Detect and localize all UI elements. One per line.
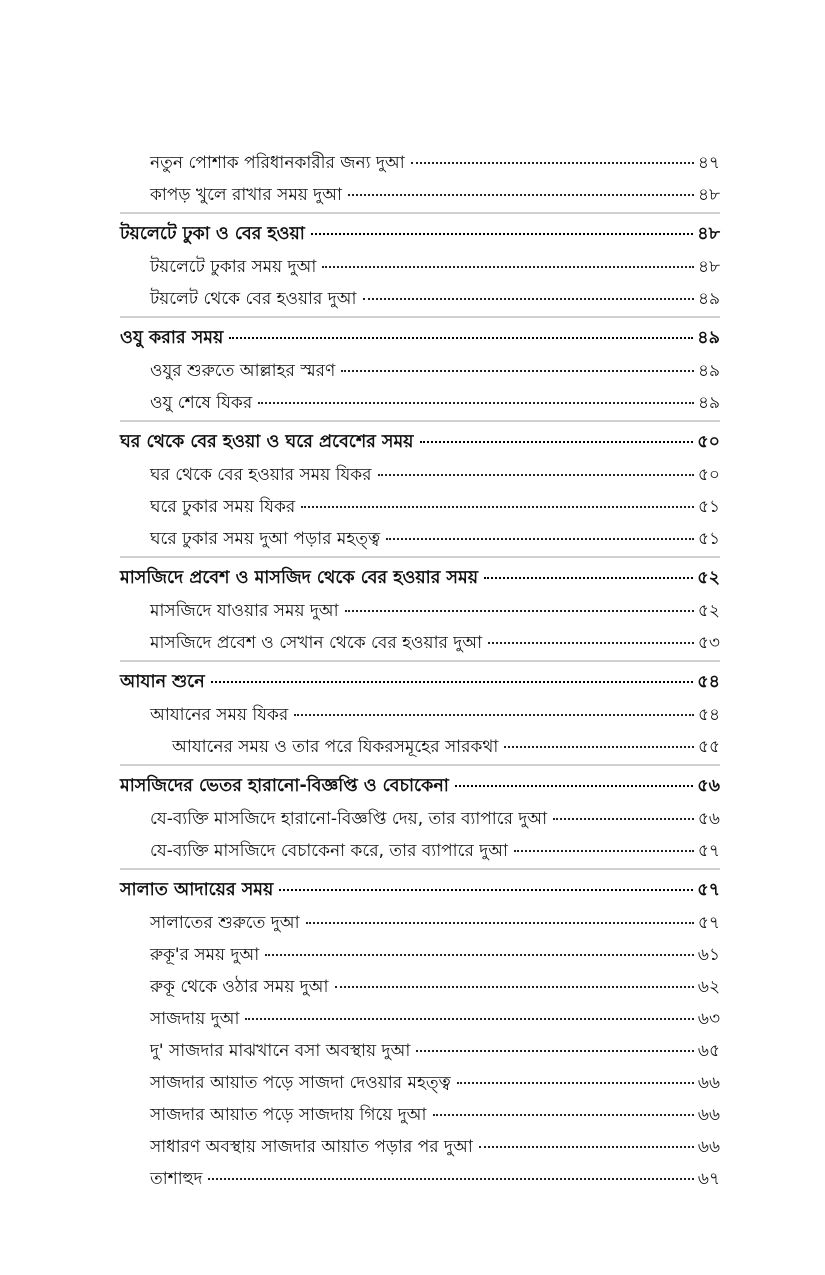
dot-leader — [301, 486, 694, 508]
dot-leader — [433, 1094, 694, 1116]
toc-entry-title: মাসজিদে প্রবেশ ও মাসজিদ থেকে বের হওয়ার সময় — [120, 568, 479, 588]
toc-entry-title: ঘরে ঢুকার সময় যিকর — [150, 497, 296, 518]
toc-entry — [120, 178, 720, 210]
toc-entry — [120, 834, 720, 866]
toc-entry-title: টয়লেট থেকে বের হওয়ার দুআ — [150, 289, 357, 310]
dot-leader — [416, 1030, 694, 1052]
toc-page-number: ৪৯ — [697, 361, 720, 382]
toc-entry-title: যে-ব্যক্তি মাসজিদে হারানো-বিজ্ঞপ্তি দেয়, তার ব্যাপারে দুআ — [150, 809, 548, 830]
toc-entry-title: আযান শুনে — [120, 672, 205, 692]
toc-entry — [120, 1162, 720, 1194]
toc-entry-title: ওযুর শুরুতে আল্লাহর স্মরণ — [150, 361, 336, 382]
toc-entry-title: মাসজিদে প্রবেশ ও সেখান থেকে বের হওয়ার দুআ — [150, 633, 483, 654]
dot-leader — [488, 622, 694, 644]
toc-page-number: ৫২ — [697, 568, 720, 588]
toc-section-heading — [120, 320, 720, 354]
dot-leader — [335, 966, 694, 988]
toc-page-number: ৫১ — [697, 529, 720, 550]
toc-page-number: ৫৬ — [697, 809, 720, 830]
toc-page-number: ৬৭ — [697, 1169, 720, 1190]
toc-section-heading — [120, 872, 720, 906]
toc-entry — [120, 730, 720, 762]
toc-page-number: ৬৬ — [697, 1137, 720, 1158]
toc-entry-title: টয়লেটে ঢুকা ও বের হওয়া — [120, 224, 305, 244]
toc-entry-title: মাসজিদে যাওয়ার সময় দুআ — [150, 601, 339, 622]
dot-leader — [514, 830, 694, 852]
toc-entry-title: ওযু শেষে যিকর — [150, 393, 253, 414]
toc-page-number: ৬৩ — [697, 1009, 720, 1030]
toc-section-heading — [120, 216, 720, 250]
toc-page-number: ৫০ — [697, 465, 720, 486]
dot-leader — [457, 1062, 694, 1084]
dot-leader — [208, 1158, 693, 1180]
toc-entry-title: সালাত আদায়ের সময় — [120, 880, 274, 900]
toc-page-number: ৪৯ — [697, 289, 720, 310]
dot-leader — [322, 246, 694, 268]
dot-leader — [294, 694, 694, 716]
toc-page-number: ৫৭ — [697, 841, 720, 862]
toc-page-number: ৫২ — [697, 601, 720, 622]
dot-leader — [258, 382, 694, 404]
toc-page-number: ৫৫ — [697, 737, 720, 758]
toc-page-number: ৬৬ — [697, 1073, 720, 1094]
toc-entry-title: সাজদার আয়াত পড়ে সাজদা দেওয়ার মহত্ত্ব — [150, 1073, 451, 1094]
toc-entry-title: আযানের সময় ও তার পরে যিকরসমূহের সারকথা — [172, 737, 499, 758]
toc-entry-title: ঘরে ঢুকার সময় দুআ পড়ার মহত্ত্ব — [150, 529, 381, 550]
toc-section-heading — [120, 424, 720, 458]
toc-entry-title: সাজদার আয়াত পড়ে সাজদায় গিয়ে দুআ — [150, 1105, 427, 1126]
toc-page-number: ৬৫ — [697, 1041, 720, 1062]
toc-entry-title: রুকূ'র সময় দুআ — [150, 945, 260, 966]
toc-page-number: ৬৬ — [697, 1105, 720, 1126]
toc-page-number: ৪৯ — [697, 328, 720, 348]
toc-entry-title: টয়লেটে ঢুকার সময় দুআ — [150, 257, 317, 278]
toc-entry-title: রুকূ থেকে ওঠার সময় দুআ — [150, 977, 329, 998]
toc-page-number: ৫৪ — [697, 705, 720, 726]
toc-entry-title: কাপড় খুলে রাখার সময় দুআ — [150, 185, 342, 206]
toc-entry-title: দু' সাজদার মাঝখানে বসা অবস্থায় দুআ — [150, 1041, 411, 1062]
dot-leader — [553, 798, 694, 820]
dot-leader — [345, 590, 694, 612]
toc-page-number: ৪৮ — [697, 224, 720, 244]
toc-section-heading — [120, 664, 720, 698]
dot-leader — [484, 556, 693, 579]
toc-page-number: ৪৯ — [697, 393, 720, 414]
dot-leader — [348, 174, 694, 196]
dot-leader — [229, 316, 693, 339]
toc-page-number: ৪৮ — [697, 185, 720, 206]
toc-entry-title: তাশাহুদ — [150, 1169, 203, 1190]
dot-leader — [504, 726, 694, 748]
toc-entry-title: যে-ব্যক্তি মাসজিদে বেচাকেনা করে, তার ব্যাপারে দুআ — [150, 841, 508, 862]
dot-leader — [245, 998, 693, 1020]
dot-leader — [265, 934, 694, 956]
toc-page-number: ৫৭ — [697, 913, 720, 934]
dot-leader — [363, 278, 694, 300]
table-of-contents — [120, 146, 720, 1194]
dot-leader — [479, 1126, 694, 1148]
toc-page-number: ৫৪ — [697, 672, 720, 692]
dot-leader — [311, 212, 693, 235]
toc-entry-title: সালাতের শুরুতে দুআ — [150, 913, 300, 934]
toc-page-number: ৬২ — [697, 977, 720, 998]
toc-page-number: ৪৭ — [697, 153, 720, 174]
dot-leader — [386, 518, 694, 540]
toc-entry-title: সাজদায় দুআ — [150, 1009, 240, 1030]
toc-entry — [120, 522, 720, 554]
dot-leader — [378, 454, 694, 476]
dot-leader — [420, 420, 694, 443]
dot-leader — [306, 902, 694, 924]
toc-page-number: ৫৩ — [697, 633, 720, 654]
toc-section-heading — [120, 768, 720, 802]
dot-leader — [279, 868, 693, 891]
toc-entry-title: ওযু করার সময় — [120, 328, 224, 348]
dot-leader — [211, 660, 694, 683]
toc-page-number: ৫১ — [697, 497, 720, 518]
toc-page-number: ৬১ — [697, 945, 720, 966]
toc-entry-title: ঘর থেকে বের হওয়ার সময় যিকর — [150, 465, 372, 486]
toc-entry — [120, 282, 720, 314]
dot-leader — [455, 764, 693, 787]
toc-page-number: ৫০ — [697, 432, 720, 452]
toc-entry-title: ঘর থেকে বের হওয়া ও ঘরে প্রবেশের সময় — [120, 432, 414, 452]
toc-entry-title: সাধারণ অবস্থায় সাজদার আয়াত পড়ার পর দুআ — [150, 1137, 473, 1158]
toc-page-number: ৫৭ — [697, 880, 720, 900]
toc-section-heading — [120, 560, 720, 594]
toc-entry-title: নতুন পোশাক পরিধানকারীর জন্য দুআ — [150, 153, 405, 174]
dot-leader — [411, 142, 694, 164]
toc-page-number: ৫৬ — [697, 776, 720, 796]
toc-entry-title: আযানের সময় যিকর — [150, 705, 289, 726]
toc-page-number: ৪৮ — [697, 257, 720, 278]
toc-entry-title: মাসজিদের ভেতর হারানো-বিজ্ঞপ্তি ও বেচাকেনা — [120, 776, 449, 796]
dot-leader — [341, 350, 694, 372]
toc-entry — [120, 626, 720, 658]
toc-entry — [120, 386, 720, 418]
